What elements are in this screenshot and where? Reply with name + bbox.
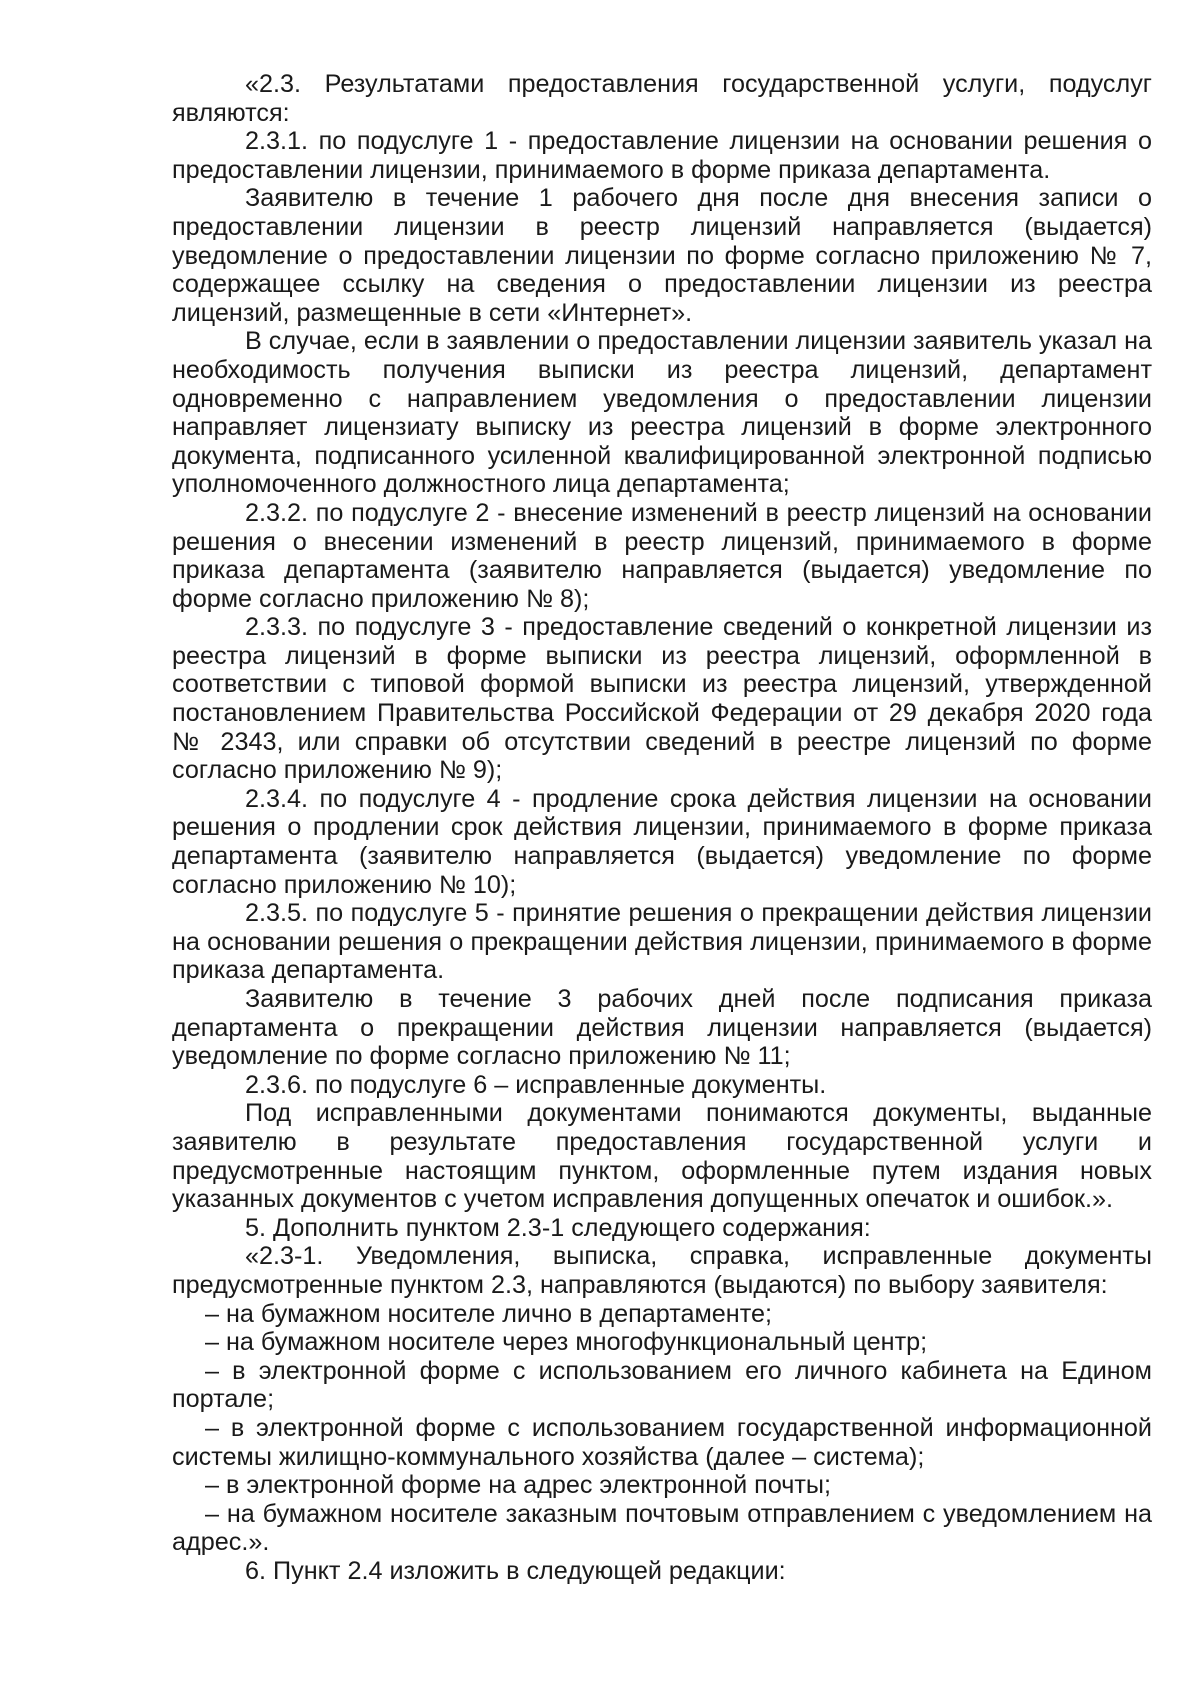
- paragraph-2-3-1-extract: В случае, если в заявлении о предоставлении лицензии заявитель указал на необходимость получения выписки из реестра лицензий, департамент одновременно с направлением уведомления о предоставлении лицензии направляет лицензиату выписку из реестра лицензий в форме электронного документа, подписанного усиленной квалифицированной электронной подписью уполномоченного должностного лица департамента;: [172, 327, 1152, 499]
- list-item-paper-mail: – на бумажном носителе заказным почтовым отправлением с уведомлением на адрес.».: [172, 1499, 1152, 1557]
- paragraph-item-6: 6. Пункт 2.4 изложить в следующей редакции:: [245, 1556, 786, 1585]
- paragraph-corrected-documents: Под исправленными документами понимаются документы, выданные заявителю в результате предоставления государственной услуги и предусмотренные настоящим пунктом, оформленные путем издания новых указанных документов с учетом исправления допущенных опечаток и ошибок.».: [172, 1099, 1152, 1214]
- paragraph-2-3-1-new: «2.3-1. Уведомления, выписка, справка, исправленные документы предусмотренные пунктом 2.3, направляются (выдаются) по выбору заявителя:: [172, 1242, 1152, 1299]
- paragraph-2-3-4: 2.3.4. по подуслуге 4 - продление срока действия лицензии на основании решения о продлении срок действия лицензии, принимаемого в форме приказа департамента (заявителю направляется (выдается) уведомление по форме согласно приложению № 10);: [172, 784, 1152, 899]
- list-item-electronic-gis: – в электронной форме с использованием государственной информационной системы жилищно-коммунального хозяйства (далее – система);: [172, 1413, 1152, 1471]
- paragraph-2-3-2: 2.3.2. по подуслуге 2 - внесение изменений в реестр лицензий на основании решения о внесении изменений в реестр лицензий, принимаемого в форме приказа департамента (заявителю направляется (выдается) уведомление по форме согласно приложению № 8);: [172, 498, 1152, 613]
- paragraph-2-3-5: 2.3.5. по подуслуге 5 - принятие решения о прекращении действия лицензии на основании решения о прекращении действия лицензии, принимаемого в форме приказа департамента.: [172, 899, 1152, 985]
- paragraph-2-3-intro: «2.3. Результатами предоставления государственной услуги, подуслуг являются:: [172, 70, 1152, 127]
- paragraph-2-3-1-notice: Заявителю в течение 1 рабочего дня после дня внесения записи о предоставлении лицензии в реестр лицензий направляется (выдается) уведомление о предоставлении лицензии по форме согласно приложению № 7, содержащее ссылку на сведения о предоставлении лицензии из реестра лицензий, размещенные в сети «Интернет».: [172, 184, 1152, 327]
- paragraph-2-3-5-notice: Заявителю в течение 3 рабочих дней после подписания приказа департамента о прекращении действия лицензии направляется (выдается) уведомление по форме согласно приложению № 11;: [172, 985, 1152, 1071]
- paragraph-2-3-1: 2.3.1. по подуслуге 1 - предоставление лицензии на основании решения о предоставлении лицензии, принимаемого в форме приказа департамента.: [172, 127, 1152, 184]
- paragraph-2-3-3: 2.3.3. по подуслуге 3 - предоставление сведений о конкретной лицензии из реестра лицензий в форме выписки из реестра лицензий, оформленной в соответствии с типовой формой выписки из реестра лицензий, утвержденной постановлением Правительства Российской Федерации от 29 декабря 2020 года № 2343, или справки об отсутствии сведений в реестре лицензий по форме согласно приложению № 9);: [172, 613, 1152, 785]
- paragraph-item-5: 5. Дополнить пунктом 2.3-1 следующего содержания:: [245, 1213, 871, 1242]
- list-item-paper-in-person: – на бумажном носителе лично в департаменте;: [205, 1299, 772, 1328]
- list-item-electronic-email: – в электронной форме на адрес электронной почты;: [205, 1471, 832, 1500]
- list-item-paper-mfc: – на бумажном носителе через многофункциональный центр;: [205, 1328, 928, 1357]
- document-page: [172, 70, 1152, 1585]
- list-item-electronic-portal: – в электронной форме с использованием его личного кабинета на Едином портале;: [172, 1356, 1152, 1414]
- paragraph-2-3-6: 2.3.6. по подуслуге 6 – исправленные документы.: [245, 1070, 827, 1099]
